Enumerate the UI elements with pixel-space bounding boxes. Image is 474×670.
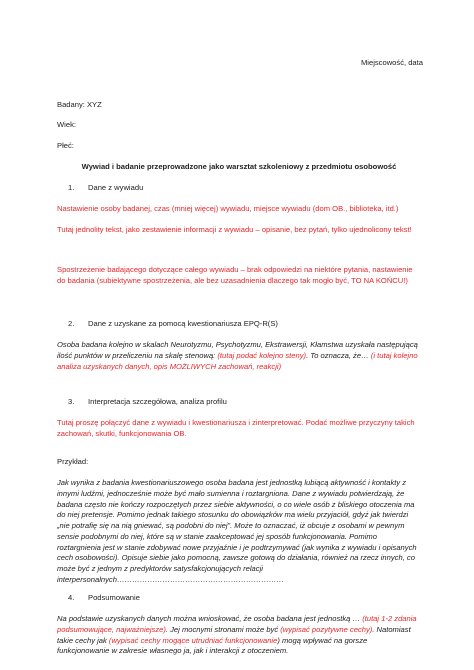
section-number: 4. (68, 593, 75, 602)
section-number: 1. (68, 183, 75, 192)
s3-paragraph: Tutaj proszę połączyć dane z wywiadu i kwestionariusza i zinterpretować. Podać możliwe przyczyny takich zachowań, skutki, funkcjonowania OB. (57, 418, 415, 438)
place-date: Miejscowość, data (360, 58, 423, 67)
section-3-heading (68, 397, 432, 408)
section-number: 2. (68, 319, 75, 328)
s1-paragraph-3: Spostrzeżenie badającego dotyczące całego wywiadu – brak odpowiedzi na niektóre pytania, nastawienie do badania (subiektywne spostrzeżenia, ale bez uzasadnienia dlaczego tak mogło być, TO NA KOŃCU!) (57, 265, 413, 285)
section-title: Dane z wywiadu (88, 183, 144, 192)
s4-paragraph (57, 614, 421, 657)
s4-text-1: Na podstawie uzyskanych danych można wnioskować, że osoba badana jest jednostką … (57, 614, 363, 623)
document-title: Wywiad i badanie przeprowadzone jako warsztat szkoleniowy z przedmiotu osobowość (81, 162, 397, 171)
s2-red-2: (i tutaj kolejno analiza uzyskanych danych, opis MOŻLIWYCH zachowań, reakcji) (57, 350, 418, 371)
subject-sex: Płeć: (57, 141, 74, 150)
example-paragraph: Jak wynika z badania kwestionariuszowego osoba badana jest jednostką lubiącą aktywność i kontakty z innymi ludźmi, jednocześnie może być mało sumienna i roztargniona. Dane z wywiadu potwierdzają, że badana często nie kończy rozpoczętych przez siebie aktywności, o co wiele osób z bliskiego otoczenia ma do niej pretensje. Pomimo jednak takiego stosunku do obowiązków ma wielu przyjaciół, gdyż jak twierdzi „nie potrafię się na nią gniewać, są podobni do niej”. Może to oznaczać, iż obcuje z osobami w pewnym sensie podobnymi do niej, które są w stanie zaakceptować jej sposób funkcjonowania. Pomimo roztargnienia jest w stanie zdobywać nowe przyjaźnie i je podtrzymywać (jak wynika z wywiadu i opisanych cech osobowości). Opisuje siebie jako pomocną, zawsze gotową do działania, również na rzecz innych, co może być z jednym z predyktorów satysfakcjonujących relacji interpersonalnych………………………………………………………… (57, 478, 417, 585)
s4-text-4: ) mogą wpływać na gorsze funkcjonowanie w zakresie własnego ja, jak i interakcji z otoczeniem. (57, 635, 368, 656)
section-2-heading (68, 319, 432, 330)
section-title: Podsumowanie (88, 593, 140, 602)
subject-age: Wiek: (57, 120, 76, 129)
s4-text-3: . Natomiast takie cechy jak (57, 624, 411, 645)
s1-paragraph-2: Tutaj jednolity tekst, jako zestawienie informacji z wywiadu – opisanie, bez pytań, tylko ujednolicony tekst! (57, 225, 412, 234)
section-4-heading (68, 593, 432, 604)
section-title: Interpretacja szczegółowa, analiza profilu (88, 397, 227, 406)
s2-red-1: (tutaj podać kolejno steny) (217, 350, 307, 360)
section-1-heading (68, 183, 432, 194)
section-title: Dane z uzyskane za pomocą kwestionariusza EPQ-R(S) (88, 319, 278, 328)
section-number: 3. (68, 397, 75, 406)
s4-red-3: (wypisać cechy mogące utrudniać funkcjonowanie (108, 635, 278, 645)
s1-paragraph-1: Nastawienie osoby badanej, czas (mniej więcej) wywiadu, miejsce wywiadu (dom OB., biblioteka, itd.) (57, 204, 399, 213)
example-label: Przykład: (57, 457, 89, 466)
s4-red-2: (wypisać pozytywne cechy) (280, 624, 373, 634)
s2-text-2: . To oznacza, że… (306, 350, 371, 360)
s4-text-2: . Jej mocnymi stronami może być (165, 624, 281, 634)
s2-text-1: Osoba badana kolejno w skalach Neurotyzmu, Psychotyzmu, Ekstrawersji, Kłamstwa uzyskała następującą ilość punktów w przeliczeniu na skalę stenową: (57, 340, 418, 360)
s2-paragraph (57, 340, 421, 372)
s4-red-1: (tutaj 1-2 zdania podsumowujące, najważniejsze) (57, 614, 417, 634)
subject-name: Badany: XYZ (57, 100, 102, 109)
